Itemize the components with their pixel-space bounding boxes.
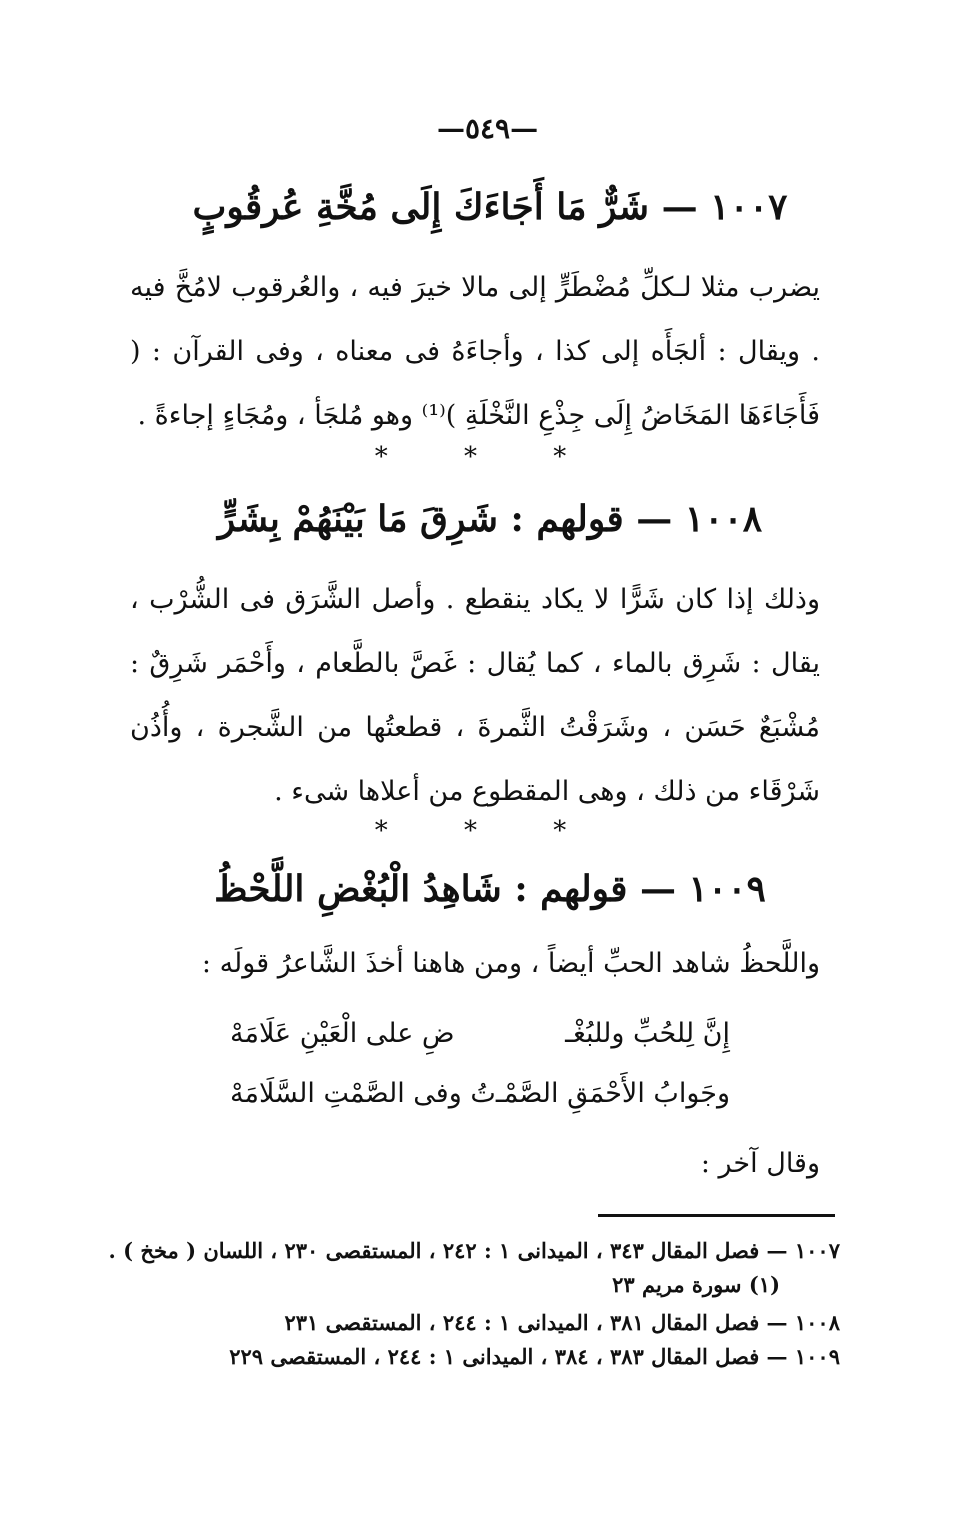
section-separator: * * * (374, 816, 601, 846)
poem-verse (230, 1018, 730, 1068)
closing-line: وقال آخر : (700, 1148, 820, 1179)
entry-paragraph-1007: يضرب مثلا لـكلِّ مُضْطَرٍّ إلى مالا خيرَ فيه ، والعُرقوب لامُخَّ فيه . ويقال : ألجَأَه إلى كذا ، وأجاءَهُ فى معناه ، وفى القرآن : ( فَأَجَاءَهَا المَخَاضُ إِلَى جِذْعِ النَّخْلَةِ )⁽¹⁾ وهو مُلجَأ ، ومُجَاءٍ إجاءةً . (130, 272, 820, 431)
verse-second-hemistich: ضِ على الْعَيْنِ عَلَامَهْ (230, 1018, 455, 1049)
footnote-quran-ref: (١) سورة مريم ٢٣ (612, 1272, 780, 1297)
entry-heading-1008: ١٠٠٨ — قولهم : شَرِقَ مَا بَيْنَهُمْ بِشَرٍّ (217, 498, 763, 540)
footnote-rule (598, 1214, 835, 1217)
section-separator: * * * (374, 442, 601, 472)
footnote-1009: ١٠٠٩ — فصل المقال ٣٨٣ ، ٣٨٤ ، الميدانى ١ : ٢٤٤ ، المستقصى ٢٢٩ (229, 1344, 840, 1369)
entry-heading-1009: ١٠٠٩ — قولهم : شَاهِدُ الْبُغْضِ اللَّحْظُ (214, 868, 766, 910)
entry-heading-1007: ١٠٠٧ — شَرٌّ مَا أَجَاءَكَ إِلَى مُخَّةِ عُرقُوبٍ (192, 186, 788, 228)
verse-second-hemistich: تُ وفى الصَّمْتِ السَّلَامَهْ (230, 1078, 496, 1109)
footnote-1007: ١٠٠٧ — فصل المقال ٣٤٣ ، الميدانى ١ : ٢٤٢ ، المستقصى ٢٣٠ ، اللسان ( مخخ ) . (108, 1238, 840, 1263)
entry-paragraph-1008: وذلك إذا كان شَرًّا لا يكاد ينقطع . وأصل الشَّرَق فى الشُّرْب ، يقال : شَرِق بالماء ، كما يُقال : غَصَّ بالطَّعام ، وأَحْمَر شَرِقٌ : مُشْبَعٌ حَسَن ، وشَرَقْتُ الثَّمرةَ ، قطعتُها من الشَّجرة ، وأُذُن شَرْقَاء من ذلك ، وهى المقطوع من أعلاها شىء . (130, 584, 820, 807)
footnote-1008: ١٠٠٨ — فصل المقال ٣٨١ ، الميدانى ١ : ٢٤٤ ، المستقصى ٢٣١ (284, 1310, 840, 1335)
entry-paragraph-1009: واللَّحظُ شاهد الحبِّ أيضاً ، ومن هاهنا أخذَ الشَّاعرُ قولَه : (201, 948, 820, 979)
page-number: —٥٤٩— (436, 112, 539, 145)
poem-verse (230, 1078, 730, 1128)
verse-first-hemistich: إِنَّ لِلحُبِّ وللبُغْـ (565, 1018, 730, 1049)
verse-first-hemistich: وجَوابُ الأَحْمَقِ الصَّمْـ (495, 1078, 730, 1109)
